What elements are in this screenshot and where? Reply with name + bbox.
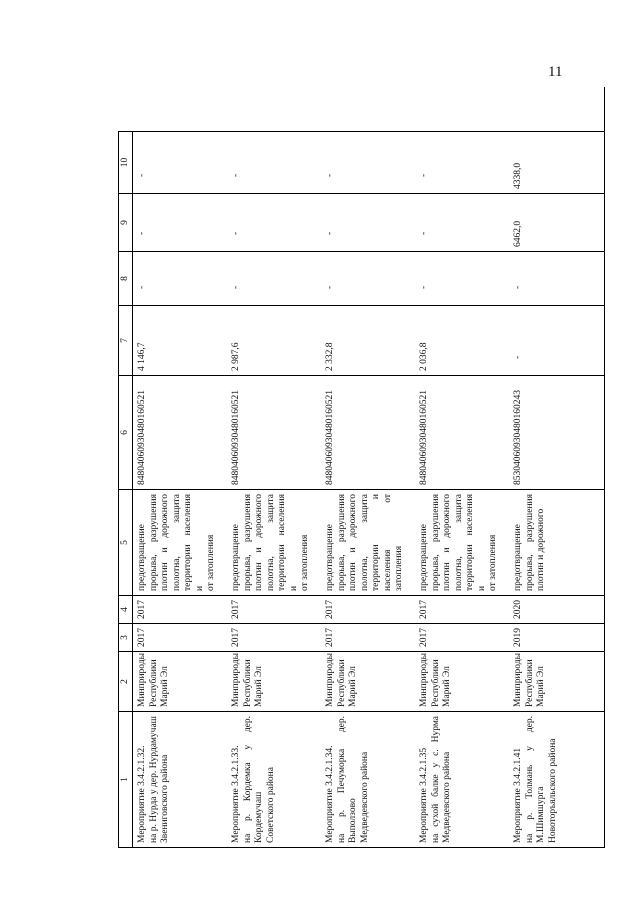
- cell-col2: [416, 652, 510, 712]
- cell-col9: -: [133, 194, 229, 252]
- cell-line: Республики: [336, 659, 347, 707]
- column-header-4: 4: [119, 596, 133, 624]
- cell-line: Мероприятие 3.4.2.1.34.: [325, 745, 335, 843]
- cell-col8: -: [510, 252, 605, 306]
- cell-col3: 2017: [228, 624, 322, 652]
- cell-col5: [510, 490, 605, 596]
- cell-line: Новоторъяльского района: [547, 738, 558, 843]
- cell-line: полотна, защита: [171, 494, 182, 591]
- cell-line: населения от: [382, 494, 393, 591]
- measures-table-rotated: [118, 88, 598, 848]
- cell-col5: [133, 490, 229, 596]
- cell-line: полотна, защита: [265, 494, 276, 591]
- cell-line: Минприроды: [513, 653, 523, 707]
- cell-line: плотин и дорожного: [254, 494, 265, 591]
- cell-col3: 2017: [133, 624, 229, 652]
- cell-col8: -: [133, 252, 229, 306]
- cell-line: Республики: [524, 659, 535, 707]
- cell-col3: 2017: [322, 624, 416, 652]
- cell-col1: [416, 712, 510, 848]
- column-header-5: 5: [119, 490, 133, 596]
- cell-col7: 2 332,8: [322, 306, 416, 376]
- cell-line: на р. Толмань у дер. М.Шимшурга: [524, 716, 547, 843]
- cell-empty: [133, 88, 229, 132]
- table-row: [133, 88, 229, 848]
- cell-line: территории населения: [465, 494, 476, 591]
- cell-col10: -: [416, 132, 510, 194]
- cell-line: на р. Кордемка у дер. Кордемучаш: [242, 716, 265, 843]
- column-header-2: 2: [119, 652, 133, 712]
- cell-line: прорыва, разрушения: [336, 494, 347, 591]
- cell-line: затопления: [394, 545, 405, 591]
- cell-col4: 2017: [322, 596, 416, 624]
- cell-line: прорыва, разрушения: [148, 494, 159, 591]
- cell-line: на р. Нурда у дер. Нурдамучаш: [148, 716, 159, 843]
- cell-col6: 85304060930480160243: [510, 376, 605, 490]
- cell-col9: 6462,0: [510, 194, 605, 252]
- cell-line: предотвращение: [231, 524, 241, 591]
- cell-col4: 2017: [228, 596, 322, 624]
- cell-col1: [133, 712, 229, 848]
- cell-line: территории населения: [183, 494, 194, 591]
- cell-col1: [228, 712, 322, 848]
- cell-line: на р. Печуморка дер. Выползово: [336, 716, 359, 843]
- cell-line: Советского района: [265, 767, 276, 843]
- cell-col2: [510, 652, 605, 712]
- cell-line: прорыва, разрушения: [430, 494, 441, 591]
- cell-line: Мероприятие 3.4.2.1.33.: [231, 745, 241, 843]
- cell-col5: [322, 490, 416, 596]
- cell-col9: -: [322, 194, 416, 252]
- cell-col10: 4338,0: [510, 132, 605, 194]
- measures-table: [118, 88, 605, 849]
- cell-line: предотвращение: [513, 524, 523, 591]
- cell-empty: [322, 88, 416, 132]
- cell-col10: -: [322, 132, 416, 194]
- cell-col2: [228, 652, 322, 712]
- cell-col4: 2017: [416, 596, 510, 624]
- cell-line: Марий Эл: [254, 666, 265, 707]
- cell-line: Мероприятие 3.4.2.1.35: [419, 747, 429, 843]
- cell-col2: [322, 652, 416, 712]
- cell-line: плотин и дорожного: [348, 494, 359, 591]
- cell-col10: -: [133, 132, 229, 194]
- column-header-8: 8: [119, 252, 133, 306]
- cell-line: Медведевского района: [442, 751, 453, 843]
- cell-line: полотна, защита: [359, 494, 370, 591]
- cell-col10: -: [228, 132, 322, 194]
- cell-col6: 84804060930480160521: [133, 376, 229, 490]
- cell-line: на сухой балке у с. Нурма: [430, 716, 441, 843]
- column-header-6: 6: [119, 376, 133, 490]
- cell-line: прорыва, разрушения: [524, 494, 535, 591]
- cell-line: Звениговского района: [160, 754, 171, 843]
- cell-line: полотна, защита: [453, 494, 464, 591]
- cell-line: территории населения: [277, 494, 288, 591]
- column-header-empty: [119, 88, 133, 132]
- column-header-3: 3: [119, 624, 133, 652]
- cell-empty: [416, 88, 510, 132]
- table-row: [322, 88, 416, 848]
- cell-col7: 2 036,8: [416, 306, 510, 376]
- cell-line: от затопления: [300, 534, 311, 591]
- cell-empty: [228, 88, 322, 132]
- cell-line: Республики: [242, 659, 253, 707]
- cell-line: Марий Эл: [160, 666, 171, 707]
- cell-line: и: [476, 585, 487, 591]
- cell-col8: -: [228, 252, 322, 306]
- cell-line: от затопления: [206, 534, 217, 591]
- cell-col3: 2017: [416, 624, 510, 652]
- cell-col5: [416, 490, 510, 596]
- cell-line: и: [194, 585, 205, 591]
- cell-line: предотвращение: [137, 524, 147, 591]
- page-number: 11: [548, 64, 563, 80]
- cell-col6: 84804060930480160521: [322, 376, 416, 490]
- cell-line: Минприроды: [137, 653, 147, 707]
- cell-line: плотин и дорожного: [160, 494, 171, 591]
- cell-col4: 2017: [133, 596, 229, 624]
- column-header-9: 9: [119, 194, 133, 252]
- cell-col7: 2 987,6: [228, 306, 322, 376]
- cell-col7: 4 146,7: [133, 306, 229, 376]
- cell-line: плотин и дорожного: [536, 508, 547, 591]
- table-row: [416, 88, 510, 848]
- column-header-1: 1: [119, 712, 133, 848]
- cell-line: Минприроды: [325, 653, 335, 707]
- cell-col8: -: [322, 252, 416, 306]
- cell-col9: -: [228, 194, 322, 252]
- cell-line: Медведевского района: [359, 751, 370, 843]
- cell-col6: 84804060930480160521: [228, 376, 322, 490]
- cell-line: от затопления: [488, 534, 499, 591]
- cell-line: Республики: [430, 659, 441, 707]
- cell-col1: [510, 712, 605, 848]
- cell-line: Марий Эл: [348, 666, 359, 707]
- column-header-7: 7: [119, 306, 133, 376]
- cell-line: и: [288, 585, 299, 591]
- cell-col4: 2020: [510, 596, 605, 624]
- table-body: [133, 88, 605, 848]
- cell-col9: -: [416, 194, 510, 252]
- cell-line: Марий Эл: [536, 666, 547, 707]
- cell-line: Республики: [148, 659, 159, 707]
- table-row: [510, 88, 605, 848]
- cell-col5: [228, 490, 322, 596]
- cell-line: прорыва, разрушения: [242, 494, 253, 591]
- cell-line: территории и: [371, 494, 382, 591]
- cell-empty: [510, 88, 605, 132]
- column-header-10: 10: [119, 132, 133, 194]
- cell-line: Минприроды: [419, 653, 429, 707]
- cell-line: Минприроды: [231, 653, 241, 707]
- cell-line: Марий Эл: [442, 666, 453, 707]
- header-row: [119, 88, 133, 848]
- cell-col1: [322, 712, 416, 848]
- table-row: [228, 88, 322, 848]
- cell-col7: -: [510, 306, 605, 376]
- cell-line: плотин и дорожного: [442, 494, 453, 591]
- cell-line: Мероприятие 3.4.2.1.41: [513, 747, 523, 843]
- cell-col6: 84804060930480160521: [416, 376, 510, 490]
- cell-line: предотвращение: [325, 524, 335, 591]
- cell-line: предотвращение: [419, 524, 429, 591]
- cell-line: Мероприятие 3.4.2.1.32.: [137, 745, 147, 843]
- cell-col3: 2019: [510, 624, 605, 652]
- cell-col8: -: [416, 252, 510, 306]
- cell-col2: [133, 652, 229, 712]
